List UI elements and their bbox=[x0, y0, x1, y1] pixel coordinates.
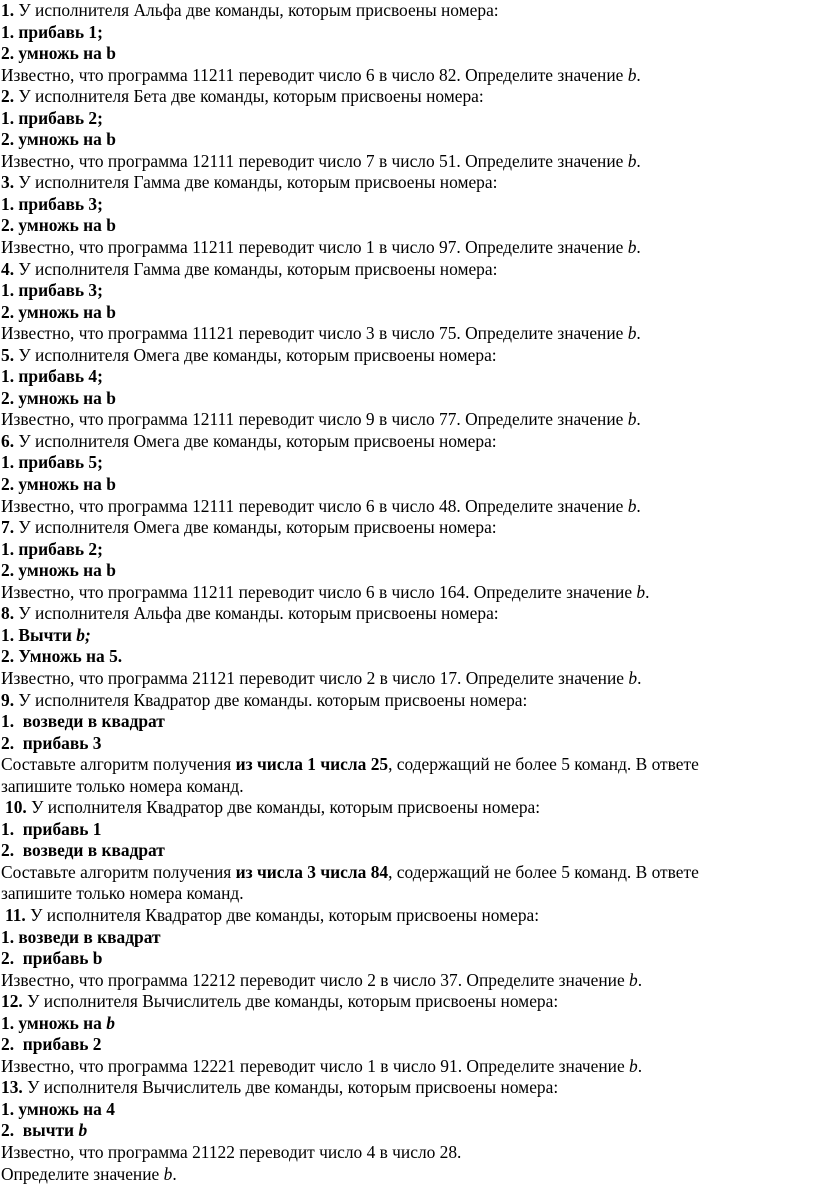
task-intro bbox=[1, 172, 816, 194]
task-intro-text: У исполнителя Гамма две команды, которым присвоены номера: bbox=[14, 172, 498, 193]
task-number: 12. bbox=[1, 991, 23, 1012]
question-emphasis: из числа 1 числа 25 bbox=[235, 754, 389, 775]
task-question bbox=[1, 496, 816, 518]
task-intro bbox=[1, 905, 816, 927]
task-question bbox=[1, 862, 816, 884]
task-4 bbox=[1, 259, 816, 345]
question-variable: b bbox=[627, 495, 637, 516]
task-question bbox=[1, 754, 816, 776]
question-end: . bbox=[637, 969, 643, 990]
task-8 bbox=[1, 603, 816, 689]
task-question bbox=[1, 237, 816, 259]
command-text: 2. вычти bbox=[1, 1120, 79, 1141]
task-10 bbox=[1, 797, 816, 905]
question-end: . bbox=[636, 150, 641, 171]
command-2: 2. умножь на b bbox=[1, 387, 116, 408]
question-text: Известно, что программа 12212 переводит число 2 в число 37. Определите значение bbox=[1, 969, 630, 990]
task-number: 3. bbox=[1, 172, 15, 193]
question-variable: b bbox=[627, 64, 637, 85]
command-1 bbox=[1, 1013, 816, 1035]
task-question bbox=[1, 970, 816, 992]
task-intro bbox=[1, 603, 816, 625]
task-question-line-2 bbox=[1, 1164, 816, 1186]
task-number: 2. bbox=[1, 86, 15, 107]
task-intro-text: У исполнителя Омега две команды, которым присвоены номера: bbox=[14, 517, 497, 538]
question-text: Известно, что программа 12111 переводит число 6 в число 48. Определите значение bbox=[1, 495, 628, 516]
command-1: 1. прибавь 1; bbox=[1, 21, 103, 42]
task-intro-text: У исполнителя Квадратор две команды, которым присвоены номера: bbox=[26, 797, 541, 818]
task-number: 5. bbox=[1, 344, 15, 365]
question-end: , содержащий не более 5 команд. В ответе bbox=[388, 754, 699, 775]
task-number: 6. bbox=[1, 430, 15, 451]
question-end: . bbox=[172, 1163, 177, 1184]
task-intro-text: У исполнителя Омега две команды, которым присвоены номера: bbox=[14, 430, 497, 451]
task-question: Известно, что программа 21122 переводит число 4 в число 28. bbox=[1, 1141, 462, 1162]
question-end: . bbox=[637, 1055, 643, 1076]
question-text: Известно, что программа 21121 переводит число 2 в число 17. Определите значение bbox=[1, 667, 629, 688]
question-variable: b bbox=[163, 1163, 173, 1184]
task-intro bbox=[1, 431, 816, 453]
question-end: . bbox=[636, 409, 641, 430]
task-intro bbox=[1, 1077, 816, 1099]
task-intro-text: У исполнителя Альфа две команды, которым присвоены номера: bbox=[14, 0, 499, 20]
question-variable: b bbox=[629, 969, 638, 990]
command-1: 1. прибавь 4; bbox=[1, 366, 103, 387]
command-1: 1. прибавь 3; bbox=[1, 280, 103, 301]
command-1: 1. возведи в квадрат bbox=[1, 711, 165, 732]
task-12 bbox=[1, 991, 816, 1077]
command-1: 1. прибавь 2; bbox=[1, 538, 103, 559]
task-number: 10. bbox=[5, 797, 27, 818]
command-variable: b bbox=[106, 1012, 115, 1033]
command-1: 1. прибавь 5; bbox=[1, 452, 103, 473]
command-1: 1. умножь на 4 bbox=[1, 1098, 115, 1119]
question-variable: b bbox=[628, 667, 638, 688]
question-variable: b bbox=[627, 237, 637, 258]
task-intro-text: У исполнителя Альфа две команды. которым присвоены номера: bbox=[14, 603, 499, 624]
question-end: . bbox=[636, 237, 641, 258]
question-variable: b bbox=[627, 323, 637, 344]
command-1: 1. прибавь 3; bbox=[1, 193, 103, 214]
question-text: Известно, что программа 12111 переводит число 7 в число 51. Определите значение bbox=[1, 150, 628, 171]
command-2: 2. умножь на b bbox=[1, 560, 116, 581]
question-text: Известно, что программа 11121 переводит число 3 в число 75. Определите значение bbox=[1, 323, 628, 344]
task-number: 4. bbox=[1, 258, 15, 279]
command-2: 2. прибавь 3 bbox=[1, 732, 102, 753]
task-3 bbox=[1, 172, 816, 258]
task-6 bbox=[1, 431, 816, 517]
task-intro-text: У исполнителя Квадратор две команды, которым присвоены номера: bbox=[25, 904, 540, 925]
task-intro-text: У исполнителя Вычислитель две команды, которым присвоены номера: bbox=[22, 1077, 559, 1098]
question-variable: b bbox=[627, 150, 637, 171]
task-1 bbox=[1, 0, 816, 86]
question-variable: b bbox=[627, 409, 637, 430]
question-end: . bbox=[645, 581, 650, 602]
task-intro-text: У исполнителя Вычислитель две команды, которым присвоены номера: bbox=[22, 991, 559, 1012]
task-intro bbox=[1, 0, 816, 22]
command-1: 1. возведи в квадрат bbox=[1, 926, 161, 947]
command-2: 2. прибавь b bbox=[1, 948, 103, 969]
task-11 bbox=[1, 905, 816, 991]
task-intro bbox=[1, 86, 816, 108]
question-variable: b bbox=[636, 581, 646, 602]
command-2: 2. возведи в квадрат bbox=[1, 840, 165, 861]
question-text: Составьте алгоритм получения bbox=[1, 861, 236, 882]
command-2: 2. умножь на b bbox=[1, 474, 116, 495]
task-intro-text: У исполнителя Бета две команды, которым присвоены номера: bbox=[14, 86, 484, 107]
task-question bbox=[1, 151, 816, 173]
question-emphasis: из числа 3 числа 84 bbox=[235, 861, 389, 882]
task-intro bbox=[1, 991, 816, 1013]
command-2: 2. Умножь на 5. bbox=[1, 646, 123, 667]
task-question bbox=[1, 323, 816, 345]
task-intro-text: У исполнителя Квадратор две команды. которым присвоены номера: bbox=[14, 689, 528, 710]
task-intro bbox=[1, 690, 816, 712]
task-9 bbox=[1, 690, 816, 798]
question-text: Известно, что программа 11211 переводит число 6 в число 164. Определите значение bbox=[1, 581, 637, 602]
command-text: 1. умножь на bbox=[1, 1012, 107, 1033]
question-text: Известно, что программа 11211 переводит число 6 в число 82. Определите значение bbox=[1, 64, 628, 85]
question-text: Известно, что программа 12221 переводит число 1 в число 91. Определите значение bbox=[1, 1055, 630, 1076]
command-1: 1. прибавь 2; bbox=[1, 107, 103, 128]
command-2: 2. умножь на b bbox=[1, 301, 116, 322]
task-number: 11. bbox=[5, 904, 26, 925]
task-number: 7. bbox=[1, 517, 15, 538]
task-intro-text: У исполнителя Омега две команды, которым присвоены номера: bbox=[14, 344, 497, 365]
task-intro bbox=[1, 797, 816, 819]
task-intro-text: У исполнителя Гамма две команды, которым присвоены номера: bbox=[14, 258, 498, 279]
command-1: 1. прибавь 1 bbox=[1, 818, 102, 839]
command-variable: b; bbox=[76, 624, 91, 645]
task-intro bbox=[1, 259, 816, 281]
task-number: 8. bbox=[1, 603, 15, 624]
task-list bbox=[1, 0, 816, 603]
question-end: . bbox=[636, 64, 641, 85]
question-end: . bbox=[637, 667, 642, 688]
task-question bbox=[1, 409, 816, 431]
command-2: 2. умножь на b bbox=[1, 215, 116, 236]
question-text: Известно, что программа 12111 переводит число 9 в число 77. Определите значение bbox=[1, 409, 628, 430]
task-number: 9. bbox=[1, 689, 15, 710]
task-question-line-2: запишите только номера команд. bbox=[1, 775, 244, 796]
command-text: 1. Вычти bbox=[1, 624, 77, 645]
question-text: Составьте алгоритм получения bbox=[1, 754, 236, 775]
command-2: 2. умножь на b bbox=[1, 43, 116, 64]
command-2: 2. умножь на b bbox=[1, 129, 116, 150]
task-intro bbox=[1, 517, 816, 539]
question-end: . bbox=[636, 323, 641, 344]
question-text: Известно, что программа 11211 переводит число 1 в число 97. Определите значение bbox=[1, 237, 628, 258]
command-2: 2. прибавь 2 bbox=[1, 1034, 102, 1055]
task-question bbox=[1, 1056, 816, 1078]
command-variable: b bbox=[78, 1120, 88, 1141]
task-number: 1. bbox=[1, 0, 15, 20]
task-2 bbox=[1, 86, 816, 172]
task-5 bbox=[1, 345, 816, 431]
question-end: . bbox=[636, 495, 641, 516]
command-1 bbox=[1, 625, 816, 647]
task-13 bbox=[1, 1077, 816, 1185]
task-number: 13. bbox=[1, 1077, 23, 1098]
command-2 bbox=[1, 1120, 816, 1142]
task-question bbox=[1, 65, 816, 87]
question-variable: b bbox=[629, 1055, 638, 1076]
task-question bbox=[1, 582, 816, 604]
task-question bbox=[1, 668, 816, 690]
question-text: Определите значение bbox=[1, 1163, 164, 1184]
task-question-line-2: запишите только номера команд. bbox=[1, 883, 244, 904]
question-end: , содержащий не более 5 команд. В ответе bbox=[388, 861, 699, 882]
task-7 bbox=[1, 517, 816, 603]
task-intro bbox=[1, 345, 816, 367]
